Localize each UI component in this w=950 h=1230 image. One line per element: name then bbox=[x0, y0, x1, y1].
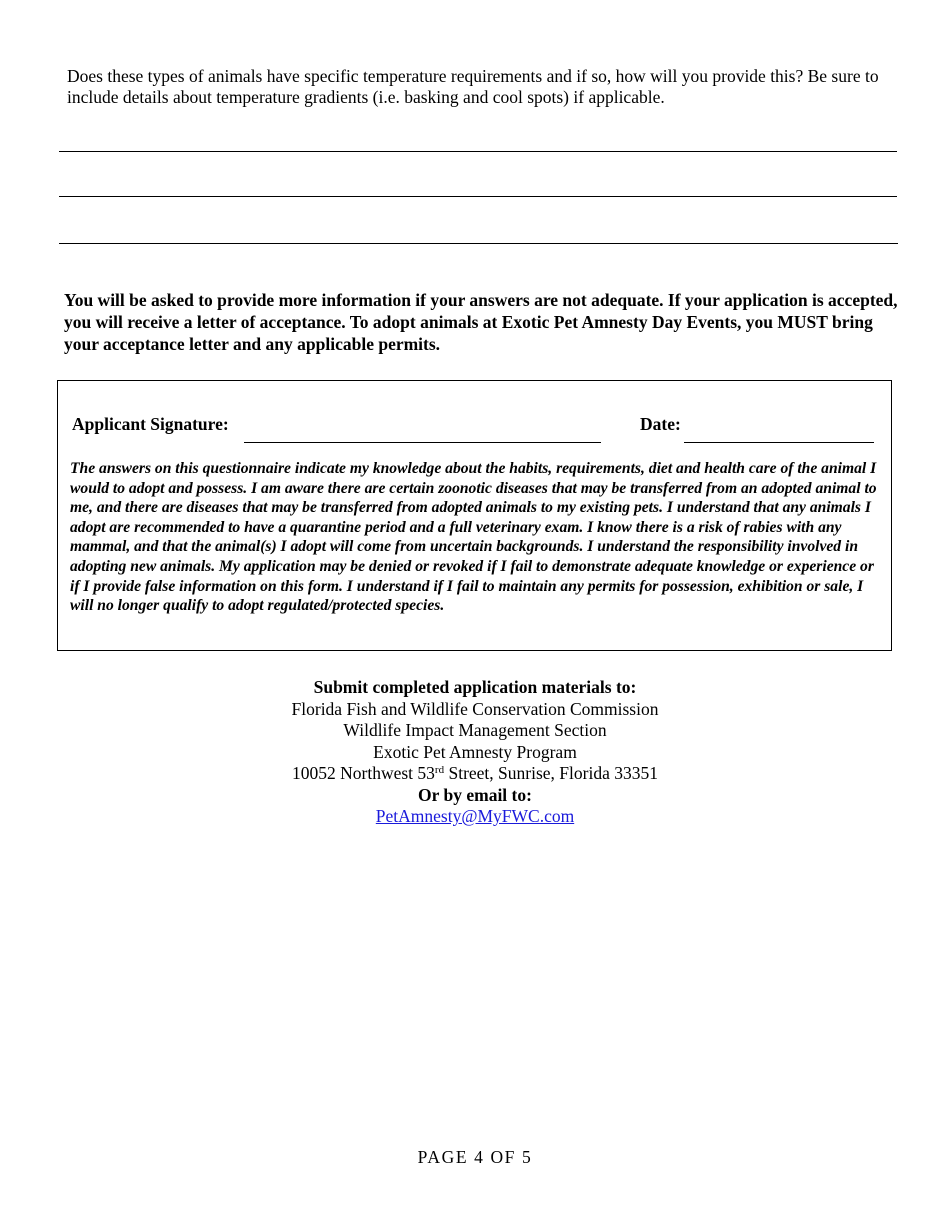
email-link[interactable]: PetAmnesty@MyFWC.com bbox=[375, 806, 575, 826]
org-name: Florida Fish and Wildlife Conservation Commission bbox=[291, 698, 659, 719]
email-heading: Or by email to: bbox=[418, 784, 532, 805]
address-city: Street, Sunrise, Florida 33351 bbox=[444, 763, 658, 783]
submission-info bbox=[0, 677, 950, 828]
answer-line-1[interactable] bbox=[59, 151, 897, 152]
section-name: Wildlife Impact Management Section bbox=[343, 720, 607, 740]
temperature-question: Does these types of animals have specific temperature requirements and if so, how will you provide this? Be sure to include details about temperature gradients (i.e. basking and cool spots) if applicable. bbox=[67, 66, 879, 107]
declaration-text: The answers on this questionnaire indicate my knowledge about the habits, requirements, diet and health care of the animal I would to adopt and possess. I am aware there are certain zoonotic diseases that may be transferred from an adopted animal to me, and there are diseases that may be transferred from adopted animals to my existing pets. I understand that any animals I adopt are recommended to have a quarantine period and a full veterinary exam. I know there is a risk of rabies with any mammal, and that the animal(s) I adopt will come from uncertain backgrounds. I understand the responsibility involved in adopting new animals. My application may be denied or revoked if I fail to demonstrate adequate knowledge or experience or if I provide false information on this form. I understand if I fail to maintain any permits for possession, exhibition or sale, I will no longer qualify to adopt regulated/protected species. bbox=[70, 460, 877, 615]
applicant-signature-line[interactable] bbox=[244, 442, 601, 443]
program-name: Exotic Pet Amnesty Program bbox=[373, 741, 577, 762]
answer-line-2[interactable] bbox=[59, 196, 897, 197]
signature-box bbox=[57, 380, 892, 651]
applicant-signature-label: Applicant Signature: bbox=[72, 414, 229, 434]
page-number: PAGE 4 OF 5 bbox=[417, 1147, 533, 1167]
submit-heading: Submit completed application materials to: bbox=[313, 677, 637, 697]
date-line[interactable] bbox=[684, 442, 874, 443]
address-street-number: 10052 Northwest 53 bbox=[292, 763, 435, 783]
date-label: Date: bbox=[640, 414, 681, 434]
adequacy-notice: You will be asked to provide more information if your answers are not adequate. If your application is accepted, you will receive a letter of acceptance. To adopt animals at Exotic Pet Amnesty Day Events, you MUST bring your acceptance letter and any applicable permits. bbox=[64, 290, 898, 354]
mailing-address bbox=[0, 763, 950, 785]
answer-line-3[interactable] bbox=[59, 243, 898, 244]
address-ordinal-suffix: rd bbox=[434, 764, 445, 776]
